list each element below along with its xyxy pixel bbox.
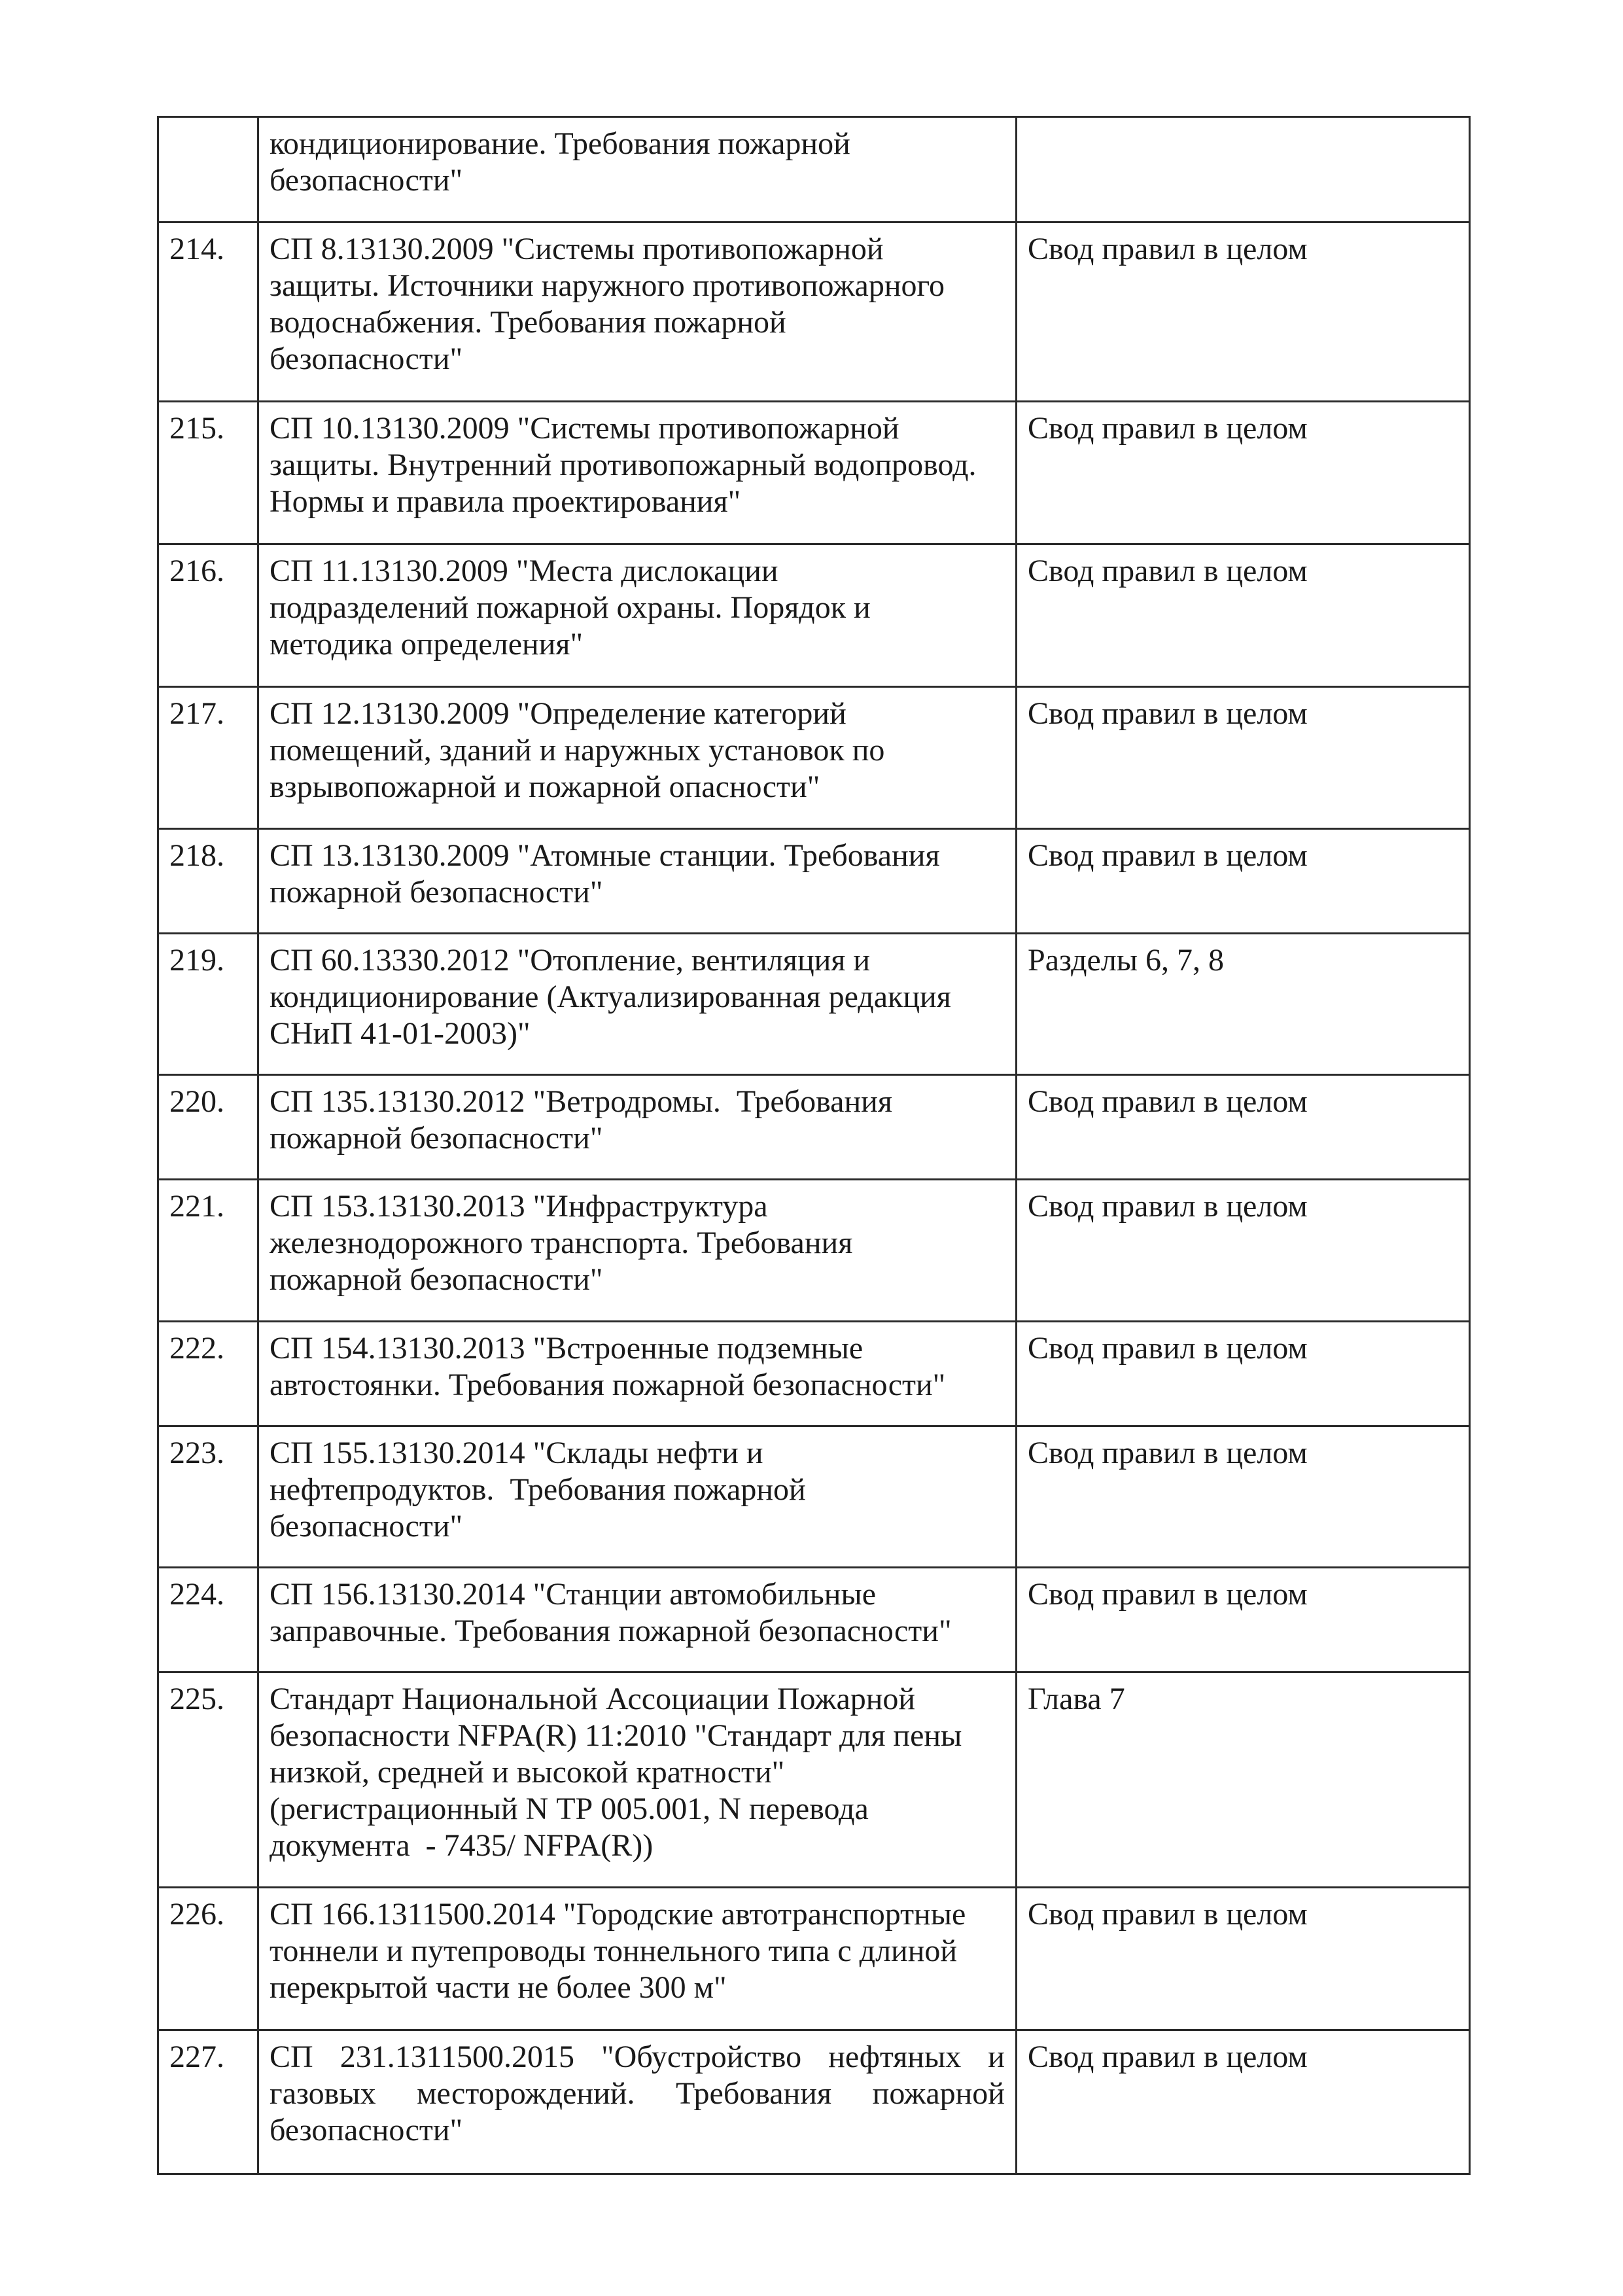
document-title — [258, 1075, 1017, 1180]
document-title-line: безопасности" — [270, 1509, 463, 1544]
table-row — [158, 117, 1470, 222]
document-title-line: водоснабжения. Требования пожарной — [270, 305, 786, 340]
row-number: 226. — [158, 1888, 258, 2030]
document-title-line: тоннели и путепроводы тоннельного типа с длиной — [270, 1934, 958, 1968]
document-title-line: СП 135.13130.2012 "Ветродромы. Требования — [270, 1084, 892, 1119]
row-number: 218. — [158, 829, 258, 934]
table-row — [158, 1888, 1470, 2030]
row-number: 217. — [158, 687, 258, 829]
document-title-line: помещений, зданий и наружных установок по — [270, 733, 885, 768]
row-number: 216. — [158, 544, 258, 687]
table-row — [158, 1568, 1470, 1672]
document-title — [258, 1672, 1017, 1888]
application-scope: Свод правил в целом — [1017, 1568, 1470, 1672]
row-number: 219. — [158, 934, 258, 1075]
document-title — [258, 1426, 1017, 1568]
document-title-line: СП 12.13130.2009 "Определение категорий — [270, 696, 846, 731]
application-scope: Свод правил в целом — [1017, 829, 1470, 934]
table-row — [158, 1180, 1470, 1322]
table-row — [158, 687, 1470, 829]
document-title-line: безопасности NFPA(R) 11:2010 "Стандарт для пены — [270, 1718, 962, 1753]
application-scope: Свод правил в целом — [1017, 1426, 1470, 1568]
document-title-line: СП 13.13130.2009 "Атомные станции. Требования — [270, 838, 940, 873]
document-title — [258, 402, 1017, 544]
regulations-table — [157, 116, 1471, 2175]
application-scope: Свод правил в целом — [1017, 1322, 1470, 1426]
document-title-line: СП 10.13130.2009 "Системы противопожарной — [270, 411, 899, 446]
row-number: 225. — [158, 1672, 258, 1888]
document-title — [258, 1568, 1017, 1672]
application-scope — [1017, 117, 1470, 222]
document-title-line: СП 60.13330.2012 "Отопление, вентиляция и — [270, 943, 871, 978]
table-row — [158, 222, 1470, 402]
application-scope: Свод правил в целом — [1017, 1888, 1470, 2030]
document-title-line: подразделений пожарной охраны. Порядок и — [270, 590, 871, 625]
document-title-line: СП 231.1311500.2015 "Обустройство нефтяных и — [270, 2040, 1005, 2074]
document-title-line: Нормы и правила проектирования" — [270, 484, 741, 519]
row-number: 215. — [158, 402, 258, 544]
application-scope: Разделы 6, 7, 8 — [1017, 934, 1470, 1075]
document-title — [258, 544, 1017, 687]
document-title — [258, 829, 1017, 934]
table-row — [158, 1672, 1470, 1888]
document-title-line: нефтепродуктов. Требования пожарной — [270, 1472, 806, 1507]
document-title-line: пожарной безопасности" — [270, 875, 603, 910]
document-title-line: документа - 7435/ NFPA(R)) — [270, 1828, 654, 1863]
document-title-line: железнодорожного транспорта. Требования — [270, 1226, 853, 1260]
document-title-line: СП 166.1311500.2014 "Городские автотранспортные — [270, 1897, 966, 1932]
document-title-line: газовых месторождений. Требования пожарной — [270, 2076, 1005, 2111]
table-row — [158, 544, 1470, 687]
document-title-line: защиты. Источники наружного противопожарного — [270, 268, 945, 303]
document-title-line: автостоянки. Требования пожарной безопасности" — [270, 1368, 946, 1402]
application-scope: Свод правил в целом — [1017, 222, 1470, 402]
document-title-line: СП 153.13130.2013 "Инфраструктура — [270, 1189, 768, 1224]
document-title-line: СП 11.13130.2009 "Места дислокации — [270, 554, 778, 588]
application-scope: Свод правил в целом — [1017, 402, 1470, 544]
document-title — [258, 222, 1017, 402]
document-title-line: (регистрационный N ТР 005.001, N перевода — [270, 1792, 869, 1826]
document-title — [258, 934, 1017, 1075]
document-title-line: безопасности" — [270, 163, 463, 198]
document-title — [258, 1322, 1017, 1426]
application-scope: Свод правил в целом — [1017, 1180, 1470, 1322]
document-title-line: кондиционирование. Требования пожарной — [270, 126, 850, 161]
document-title-line: СП 154.13130.2013 "Встроенные подземные — [270, 1331, 864, 1366]
document-title-line: взрывопожарной и пожарной опасности" — [270, 769, 820, 804]
table-row — [158, 1075, 1470, 1180]
row-number: 223. — [158, 1426, 258, 1568]
row-number: 222. — [158, 1322, 258, 1426]
document-title-line: СП 8.13130.2009 "Системы противопожарной — [270, 232, 884, 266]
document-title — [258, 2030, 1017, 2174]
row-number: 224. — [158, 1568, 258, 1672]
application-scope: Глава 7 — [1017, 1672, 1470, 1888]
document-title-line: пожарной безопасности" — [270, 1262, 603, 1297]
row-number: 214. — [158, 222, 258, 402]
document-title-line: перекрытой части не более 300 м" — [270, 1970, 727, 2005]
document-title — [258, 117, 1017, 222]
row-number — [158, 117, 258, 222]
document-title-line: Стандарт Национальной Ассоциации Пожарной — [270, 1682, 916, 1716]
table-row — [158, 1426, 1470, 1568]
row-number: 220. — [158, 1075, 258, 1180]
table-row — [158, 829, 1470, 934]
document-title — [258, 687, 1017, 829]
document-title-line: низкой, средней и высокой кратности" — [270, 1755, 785, 1790]
application-scope: Свод правил в целом — [1017, 1075, 1470, 1180]
document-title-line: СНиП 41-01-2003)" — [270, 1016, 531, 1051]
table-row — [158, 934, 1470, 1075]
document-title-line: СП 155.13130.2014 "Склады нефти и — [270, 1436, 763, 1470]
application-scope: Свод правил в целом — [1017, 544, 1470, 687]
table-row — [158, 2030, 1470, 2174]
row-number: 227. — [158, 2030, 258, 2174]
document-title-line: кондиционирование (Актуализированная редакция — [270, 980, 951, 1014]
application-scope: Свод правил в целом — [1017, 2030, 1470, 2174]
document-title-line: безопасности" — [270, 342, 463, 376]
table-row — [158, 402, 1470, 544]
document-title-line: защиты. Внутренний противопожарный водопровод. — [270, 448, 977, 482]
document-title-line: пожарной безопасности" — [270, 1121, 603, 1156]
document-title — [258, 1180, 1017, 1322]
document-title-line: заправочные. Требования пожарной безопасности" — [270, 1614, 952, 1648]
table-row — [158, 1322, 1470, 1426]
document-title — [258, 1888, 1017, 2030]
document-title-line: безопасности" — [270, 2113, 463, 2147]
document-title-line: СП 156.13130.2014 "Станции автомобильные — [270, 1577, 877, 1612]
row-number: 221. — [158, 1180, 258, 1322]
document-title-line: методика определения" — [270, 627, 584, 662]
table-body — [158, 117, 1470, 2174]
application-scope: Свод правил в целом — [1017, 687, 1470, 829]
